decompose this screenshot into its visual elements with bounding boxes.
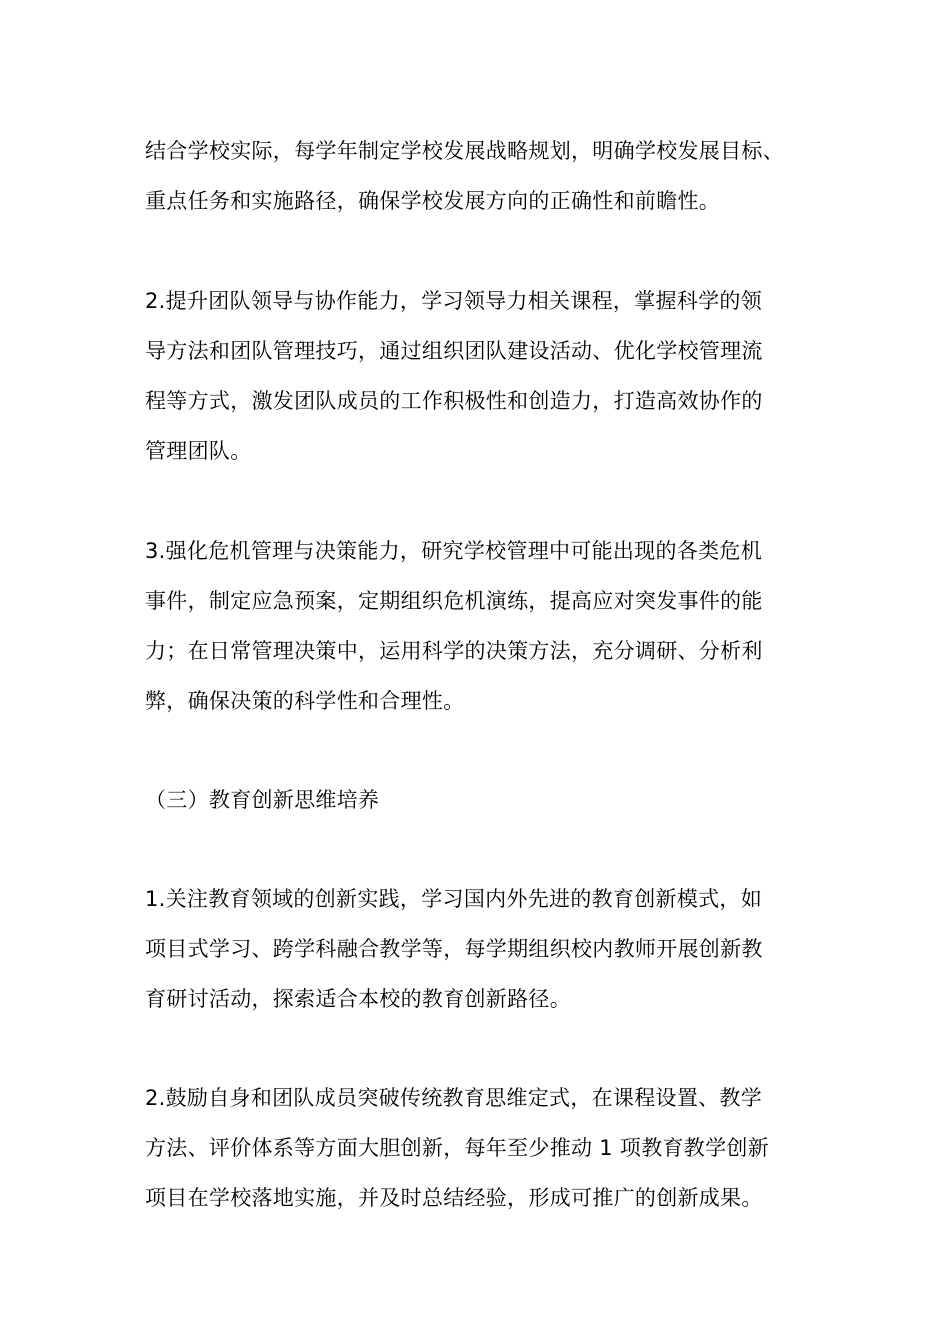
paragraph-2-line-3: 程等方式，激发团队成员的工作积极性和创造力，打造高效协作的: [145, 389, 763, 413]
paragraph-3-line-2: 事件，制定应急预案，定期组织危机演练，提高应对突发事件的能: [145, 589, 763, 613]
paragraph-4-line-1: 1.关注教育领域的创新实践，学习国内外先进的教育创新模式，如: [145, 887, 763, 911]
paragraph-3-line-3: 力；在日常管理决策中，运用科学的决策方法，充分调研、分析利: [145, 639, 763, 663]
paragraph-4-line-2: 项目式学习、跨学科融合教学等，每学期组织校内教师开展创新教: [145, 937, 763, 961]
paragraph-2-line-1: 2.提升团队领导与协作能力，学习领导力相关课程，掌握科学的领: [145, 289, 763, 313]
paragraph-5-line-3: 项目在学校落地实施，并及时总结经验，形成可推广的创新成果。: [145, 1186, 763, 1210]
paragraph-4-line-3: 育研讨活动，探索适合本校的教育创新路径。: [145, 987, 571, 1011]
paragraph-5-line-1: 2.鼓励自身和团队成员突破传统教育思维定式，在课程设置、教学: [145, 1086, 763, 1110]
paragraph-1-line-2: 重点任务和实施路径，确保学校发展方向的正确性和前瞻性。: [145, 189, 721, 213]
paragraph-3-line-1: 3.强化危机管理与决策能力，研究学校管理中可能出现的各类危机: [145, 539, 763, 563]
paragraph-1-line-1: 结合学校实际，每学年制定学校发展战略规划，明确学校发展目标、: [145, 139, 784, 163]
paragraph-2-line-2: 导方法和团队管理技巧，通过组织团队建设活动、优化学校管理流: [145, 339, 763, 363]
paragraph-3-line-4: 弊，确保决策的科学性和合理性。: [145, 689, 465, 713]
paragraph-5-line-2: 方法、评价体系等方面大胆创新，每年至少推动 1 项教育教学创新: [145, 1136, 770, 1160]
paragraph-2-line-4: 管理团队。: [145, 439, 252, 463]
section-heading: （三）教育创新思维培养: [145, 788, 380, 812]
